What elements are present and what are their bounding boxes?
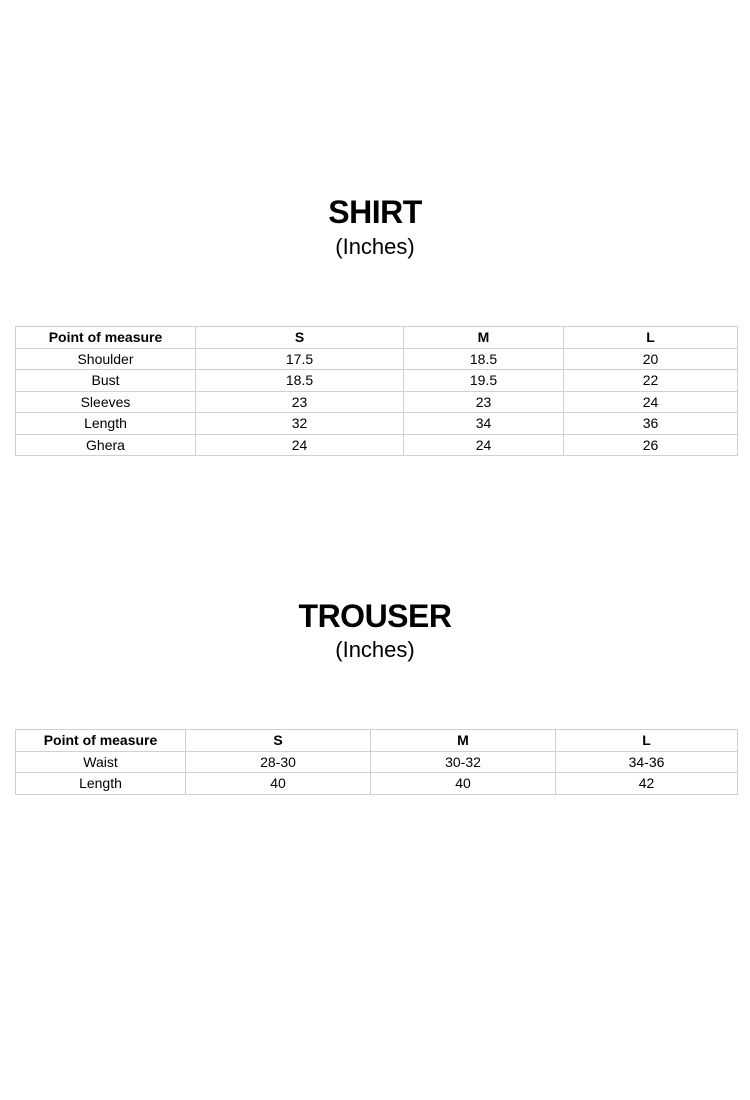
table-header-row [16, 327, 738, 349]
table-cell: Length [16, 773, 186, 795]
table-cell: 26 [564, 434, 738, 456]
column-header: L [564, 327, 738, 349]
trouser-size-table [15, 729, 738, 795]
table-cell: 40 [186, 773, 371, 795]
table-cell: 40 [371, 773, 556, 795]
table-cell: 34-36 [556, 751, 738, 773]
table-cell: 18.5 [404, 348, 564, 370]
table-row [16, 370, 738, 392]
table-cell: Length [16, 413, 196, 435]
table-cell: 30-32 [371, 751, 556, 773]
table-header-row [16, 730, 738, 752]
trouser-unit: (Inches) [335, 637, 415, 662]
column-header: Point of measure [16, 327, 196, 349]
table-cell: 23 [404, 391, 564, 413]
table-cell: 18.5 [196, 370, 404, 392]
table-cell: 32 [196, 413, 404, 435]
table-cell: 19.5 [404, 370, 564, 392]
table-row [16, 348, 738, 370]
table-row [16, 773, 738, 795]
shirt-size-table [15, 326, 738, 456]
table-row [16, 413, 738, 435]
table-cell: 28-30 [186, 751, 371, 773]
table-cell: Sleeves [16, 391, 196, 413]
shirt-unit: (Inches) [335, 234, 415, 259]
table-cell: 24 [196, 434, 404, 456]
table-cell: 20 [564, 348, 738, 370]
table-cell: 36 [564, 413, 738, 435]
table-cell: Shoulder [16, 348, 196, 370]
table-cell: Ghera [16, 434, 196, 456]
table-cell: Waist [16, 751, 186, 773]
trouser-title: TROUSER [298, 598, 452, 634]
table-row [16, 751, 738, 773]
table-cell: 24 [564, 391, 738, 413]
column-header: S [186, 730, 371, 752]
table-cell: Bust [16, 370, 196, 392]
column-header: Point of measure [16, 730, 186, 752]
column-header: M [404, 327, 564, 349]
table-cell: 42 [556, 773, 738, 795]
table-cell: 17.5 [196, 348, 404, 370]
table-cell: 34 [404, 413, 564, 435]
column-header: L [556, 730, 738, 752]
column-header: M [371, 730, 556, 752]
table-cell: 22 [564, 370, 738, 392]
table-row [16, 434, 738, 456]
table-row [16, 391, 738, 413]
table-cell: 23 [196, 391, 404, 413]
column-header: S [196, 327, 404, 349]
shirt-title: SHIRT [328, 194, 422, 230]
table-cell: 24 [404, 434, 564, 456]
